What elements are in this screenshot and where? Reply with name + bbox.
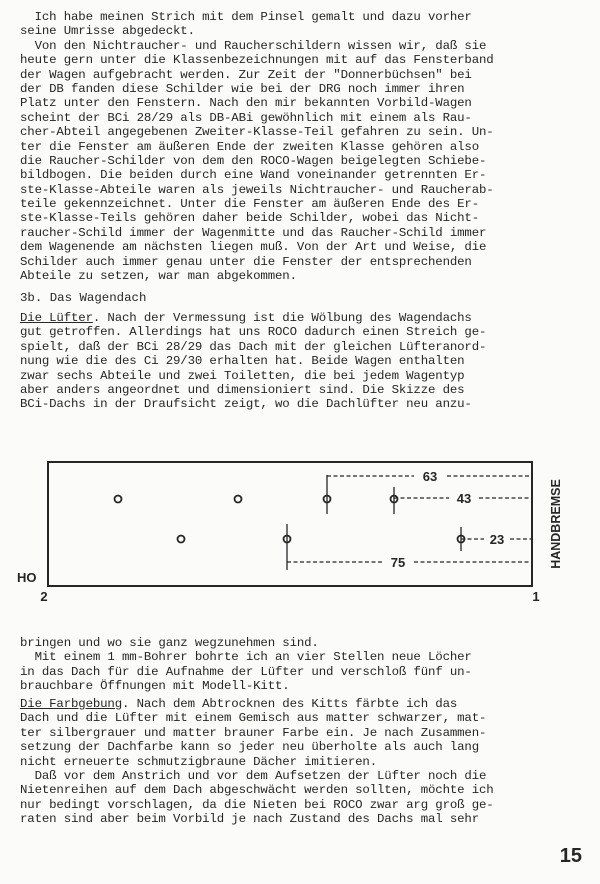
text-line: die Raucher-Schilder von dem den ROCO-Wagen beigelegten Schiebe- (20, 153, 487, 168)
text-line (20, 311, 586, 325)
handbremse-label: HANDBREMSE (549, 479, 563, 569)
text-line: Daß vor dem Anstrich und vor dem Aufsetzen der Lüfter noch die (20, 768, 487, 783)
text-line: Mit einem 1 mm-Bohrer bohrte ich an vier Stellen neue Löcher (20, 650, 472, 665)
text-line: raten sind aber beim Vorbild je nach Zustand des Dachs mal sehr (20, 812, 479, 827)
paragraph-bohrer (20, 636, 586, 694)
scale-label: HO (17, 570, 37, 585)
text-line: dem Wagenende am nächsten liegen muß. Von der Art und Weise, die (20, 240, 487, 255)
text-line: ste-Klasse-Abteile waren als jeweils Nichtraucher- und Raucherab- (20, 182, 494, 197)
dimension-label-63: 63 (422, 469, 438, 484)
text-line: bildbogen. Die beiden durch eine Wand voneinander getrennten Er- (20, 168, 487, 183)
text-line: seine Umrisse abgedeckt. (20, 24, 195, 39)
text-line: nicht erneuerte schmutzigbraune Dächer imitieren. (20, 754, 377, 769)
text-line: Abteile zu setzen, war man abgekommen. (20, 269, 297, 284)
subheading-luefter: Die Lüfter (20, 311, 93, 325)
text-line: ter silbergrauer und matter brauner Farbe ein. Je nach Zusammen- (20, 725, 487, 740)
text-line: aber anders angeordnet und dimensioniert sind. Die Skizze des (20, 382, 465, 397)
text-line (20, 697, 586, 711)
section-heading: 3b. Das Wagendach (20, 291, 147, 305)
text-span: . Nach dem Abtrocknen des Kitts färbte ich das (122, 697, 458, 711)
text-span: . Nach der Vermessung ist die Wölbung des Wagendachs (92, 311, 472, 325)
subheading-farbgebung: Die Farbgebung (20, 697, 122, 711)
end-label-left: 2 (40, 589, 48, 604)
text-line: heute gern unter die Klassenbezeichnungen mit auf das Fensterband (20, 53, 494, 68)
text-line: Ich habe meinen Strich mit dem Pinsel gemalt und dazu vorher (20, 10, 472, 24)
text-line: setzung der Dachfarbe kann so jeder neu überholte als auch lang (20, 740, 479, 755)
text-line: cher-Abteil angegebenen Zweiter-Klasse-Teil gefahren zu sein. Un- (20, 125, 494, 140)
paragraph-farbgebung (20, 697, 586, 827)
roof-vent-diagram (0, 452, 600, 622)
text-line: teile gekennzeichnet. Unter die Fenster am äußeren Ende des Er- (20, 197, 479, 212)
text-line: Platz unter den Fenstern. Nach den mir bekannten Vorbild-Wagen (20, 96, 472, 111)
page-number: 15 (559, 845, 582, 867)
text-line: spielt, daß der BCi 28/29 das Dach mit der gleichen Lüfteranord- (20, 339, 487, 354)
text-line: nur bedingt vorschlagen, da die Nieten bei ROCO zwar arg groß ge- (20, 797, 494, 812)
text-line: bringen und wo sie ganz wegzunehmen sind. (20, 636, 319, 650)
text-line: scheint der BCi 28/29 als DB-ABi gewöhnlich mit einem als Rau- (20, 110, 472, 125)
text-line: Von den Nichtraucher- und Raucherschildern wissen wir, daß sie (20, 38, 487, 53)
text-line: ste-Klasse-Teils gehören daher beide Schilder, wobei das Nicht- (20, 211, 479, 226)
end-label-right: 1 (532, 589, 540, 604)
dimension-label-43: 43 (456, 491, 472, 506)
vent-circle (178, 536, 185, 543)
text-line: nung wie die des Ci 29/30 erhalten hat. Beide Wagen enthalten (20, 354, 465, 369)
dimension-label-23: 23 (489, 532, 505, 547)
text-line: Nietenreihen auf dem Dach abgeschwächt werden sollten, möchte ich (20, 783, 494, 798)
text-line: gut getroffen. Allerdings hat uns ROCO dadurch einen Streich ge- (20, 325, 487, 340)
text-line: Dach und die Lüfter mit einem Gemisch aus matter schwarzer, mat- (20, 711, 487, 726)
text-line: der Wagen aufgebracht werden. Zur Zeit der "Donnerbüchsen" bei (20, 67, 472, 82)
text-line: raucher-Schild immer der Wagenmitte und das Raucher-Schild immer (20, 225, 487, 240)
text-line: in das Dach für die Aufnahme der Lüfter und verschloß fünf un- (20, 664, 472, 679)
paragraph-luefter (20, 311, 586, 412)
vent-circle (115, 496, 122, 503)
text-line: brauchbare Öffnungen mit Modell-Kitt. (20, 679, 290, 694)
paragraph-schilder (20, 10, 586, 283)
text-line: der DB fanden diese Schilder wie bei der DRG noch immer ihren (20, 81, 465, 96)
text-line: Schilder auch immer genau unter die Fenster der entsprechenden (20, 254, 472, 269)
dimension-label-75: 75 (390, 555, 406, 570)
vent-circle (235, 496, 242, 503)
text-line: zwar sechs Abteile und zwei Toiletten, die bei jedem Wagentyp (20, 368, 465, 383)
text-line: BCi-Dachs in der Draufsicht zeigt, wo die Dachlüfter neu anzu- (20, 397, 472, 412)
text-line: ter die Fenster am äußeren Ende der zweiten Klasse gehören also (20, 139, 479, 154)
roof-outline (48, 462, 532, 586)
